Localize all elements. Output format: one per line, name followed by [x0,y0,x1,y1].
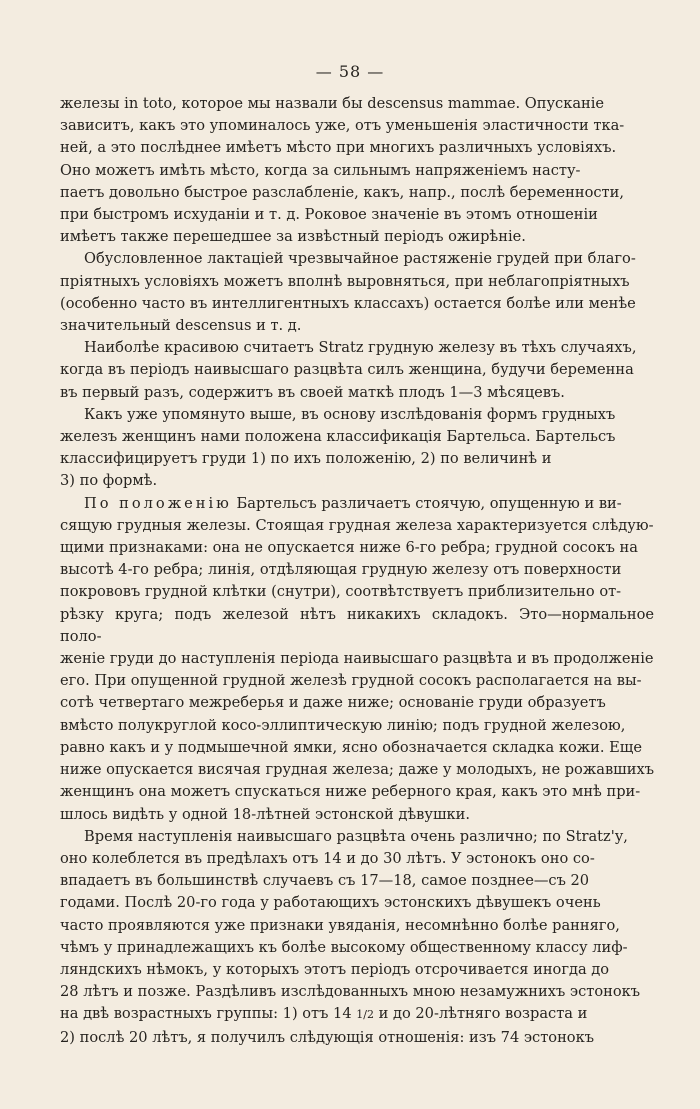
text-line: щими признаками: она не опускается ниже 6-го ребра; грудной сосокъ на [60,539,638,557]
text-line: (особенно часто въ интеллигентныхъ классахъ) остается болѣе или менѣе [60,294,636,312]
text-line [60,493,654,515]
paragraph-2 [60,248,654,337]
text-line: 3) по формѣ. [60,472,158,490]
text-line: Оно можетъ имѣть мѣсто, когда за сильнымъ напряженіемъ насту- [60,161,581,179]
text-line [60,1003,654,1026]
text-line: при быстромъ исхуданіи и т. д. Роковое значеніе въ этомъ отношеніи [60,206,598,224]
text-line: рѣзку круга; подъ железой нѣтъ никакихъ складокъ. Это—нормальное поло- [60,605,654,645]
body-text [60,93,654,1049]
text-line: пріятныхъ условіяхъ можетъ вполнѣ выровняться, при неблагопріятныхъ [60,272,630,290]
text-line: сящую грудныя железы. Стоящая грудная железа характеризуется слѣдую- [60,516,654,534]
text-line: железъ женщинъ нами положена классификація Бартельса. Бартельсъ [60,428,616,446]
spaced-emphasis: По положенію [84,494,232,512]
text-line: равно какъ и у подмышечной ямки, ясно обозначается складка кожи. Еще [60,738,643,756]
text-line: 2) послѣ 20 лѣтъ, я получилъ слѣдующія отношенія: изъ 74 эстонокъ [60,1028,594,1046]
text-line: годами. Послѣ 20-го года у работающихъ эстонскихъ дѣвушекъ очень [60,894,601,912]
paragraph-3 [60,337,654,404]
text-line: въ первый разъ, содержитъ въ своей маткѣ плодъ 1—3 мѣсяцевъ. [60,383,565,401]
text-line: покрововъ грудной клѣтки (снутри), соотвѣтствуетъ приблизительно от- [60,583,622,601]
text-fragment: на двѣ возрастныхъ группы: 1) отъ 14 [60,1005,352,1023]
text-line: зависитъ, какъ это упоминалось уже, отъ уменьшенія эластичности тка- [60,117,625,135]
text-line: железы in toto, которое мы назвали бы descensus mammae. Опусканіе [60,95,605,112]
text-fragment: и до 20-лѣтняго возраста и [378,1005,588,1023]
text-line: часто проявляются уже признаки увяданія, несомнѣнно болѣе ранняго, [60,916,620,934]
paragraph-1 [60,93,654,248]
text-line: 28 лѣтъ и позже. Раздѣливъ изслѣдованныхъ мною незамужнихъ эстонокъ [60,983,641,1001]
paragraph-4 [60,404,654,493]
text-line: Какъ уже упомянуто выше, въ основу изслѣдованія формъ грудныхъ [84,405,616,423]
text-line: вмѣсто полукруглой косо-эллиптическую линію; подъ грудной железою, [60,716,626,734]
text-line: Наиболѣе красивою считаетъ Stratz грудную железу въ тѣхъ случаяхъ, [84,339,637,357]
paragraph-6 [60,826,654,1049]
text-line: паетъ довольно быстрое разслабленіе, какъ, напр., послѣ беременности, [60,183,624,201]
text-line: впадаетъ въ большинствѣ случаевъ съ 17—18, самое позднее—съ 20 [60,872,590,890]
text-line: оно колеблется въ предѣлахъ отъ 14 и до 30 лѣтъ. У эстонокъ оно со- [60,849,595,867]
text-fragment: Бартельсъ различаетъ стоячую, опущенную и ви- [236,494,622,512]
text-line: имѣетъ также перешедшее за извѣстный періодъ ожирѣніе. [60,228,526,246]
page-number: — 58 — [315,62,385,81]
text-line: женіе груди до наступленія періода наивысшаго разцвѣта и въ продолженіе [60,650,654,668]
fraction: 1/2 [356,1008,374,1022]
text-line: его. При опущенной грудной железѣ грудной сосокъ располагается на вы- [60,672,642,690]
text-line: высотѣ 4-го ребра; линія, отдѣляющая грудную железу отъ поверхности [60,561,622,579]
text-line: когда въ періодъ наивысшаго разцвѣта силъ женщина, будучи беременна [60,361,634,379]
text-line: ней, а это послѣднее имѣетъ мѣсто при многихъ различныхъ условіяхъ. [60,139,617,157]
text-line: Обусловленное лактаціей чрезвычайное растяженіе грудей при благо- [84,250,636,268]
text-line: ниже опускается висячая грудная железа; даже у молодыхъ, не рожавшихъ [60,761,654,779]
text-line: женщинъ она можетъ спускаться ниже реберного края, какъ это мнѣ при- [60,783,641,801]
text-line: чѣмъ у принадлежащихъ къ болѣе высокому общественному классу лиф- [60,938,628,956]
text-line: ляндскихъ нѣмокъ, у которыхъ этотъ періодъ отсрочивается иногда до [60,960,610,978]
paragraph-5 [60,493,654,826]
text-line: классифицируетъ груди 1) по ихъ положенію, 2) по величинѣ и [60,450,552,468]
text-line: шлось видѣть у одной 18-лѣтней эстонской дѣвушки. [60,805,471,823]
text-line: сотѣ четвертаго межреберья и даже ниже; основаніе груди образуетъ [60,694,606,712]
text-line: Время наступленія наивысшаго разцвѣта очень различно; по Stratz'у, [84,827,628,845]
text-line: значительный descensus и т. д. [60,317,302,335]
